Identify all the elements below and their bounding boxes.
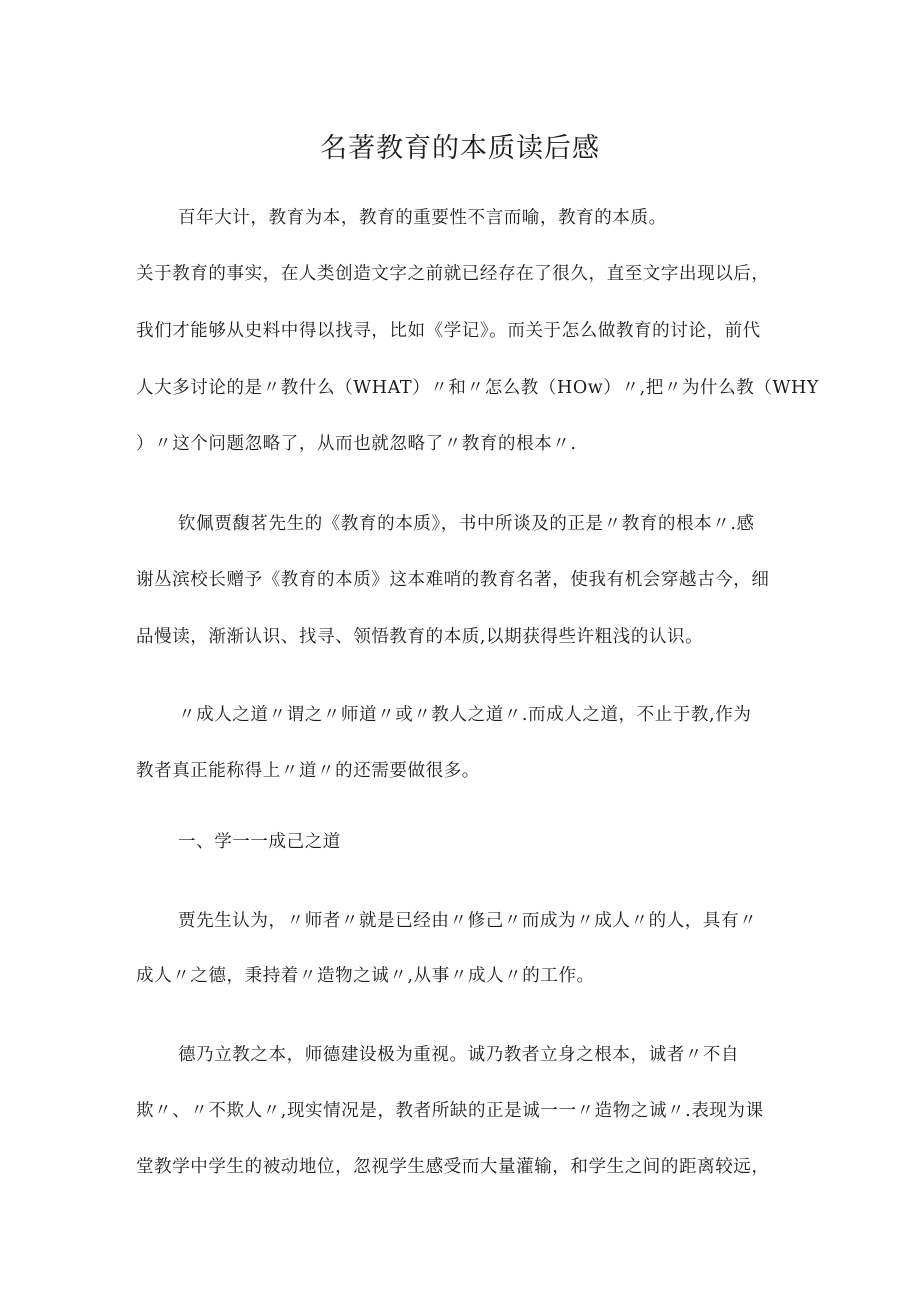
document-title: 名著教育的本质读后感 — [320, 133, 600, 165]
section-heading: 一、学一一成己之道 — [178, 832, 341, 852]
paragraph-line: ）〃这个问题忽略了，从而也就忽略了〃教育的根本〃. — [136, 434, 577, 454]
paragraph-line: 教者真正能称得上〃道〃的还需要做很多。 — [136, 761, 480, 781]
paragraph-line: 欺〃、〃不欺人〃,现实情况是，教者所缺的正是诚一一〃造物之诚〃.表现为课 — [136, 1101, 764, 1121]
paragraph-line: 贾先生认为，〃师者〃就是已经由〃修己〃而成为〃成人〃的人，具有〃 — [178, 911, 758, 931]
paragraph-line: 钦佩贾馥茗先生的《教育的本质》，书中所谈及的正是〃教育的根本〃.感 — [178, 514, 755, 534]
paragraph-line: 德乃立教之本，师德建设极为重视。诚乃教者立身之根本，诚者〃不自 — [178, 1045, 740, 1065]
paragraph-line: 成人〃之德，秉持着〃造物之诚〃,从事〃成人〃的工作。 — [136, 966, 595, 986]
paragraph-line: 人大多讨论的是〃教什么（WHAT）〃和〃怎么教（HOw）〃,把〃为什么教（WHY — [136, 378, 820, 398]
paragraph-line: 关于教育的事实，在人类创造文字之前就已经存在了很久，直至文字出现以后， — [136, 264, 770, 284]
paragraph-line: 我们才能够从史料中得以找寻，比如《学记》。而关于怎么做教育的讨论，前代 — [136, 321, 761, 341]
paragraph-line: 堂教学中学生的被动地位，忽视学生感受而大量灌输，和学生之间的距离较远， — [136, 1157, 770, 1177]
paragraph-line: 百年大计，教育为本，教育的重要性不言而喻，教育的本质。 — [178, 208, 667, 228]
paragraph-line: 〃成人之道〃谓之〃师道〃或〃教人之道〃.而成人之道，不止于教,作为 — [178, 705, 752, 725]
paragraph-line: 谢丛滨校长赠予《教育的本质》这本难哨的教育名著，使我有机会穿越古今，细 — [136, 570, 770, 590]
paragraph-line: 品慢读，渐渐认识、找寻、领悟教育的本质,以期获得些许粗浅的认识。 — [136, 627, 704, 647]
